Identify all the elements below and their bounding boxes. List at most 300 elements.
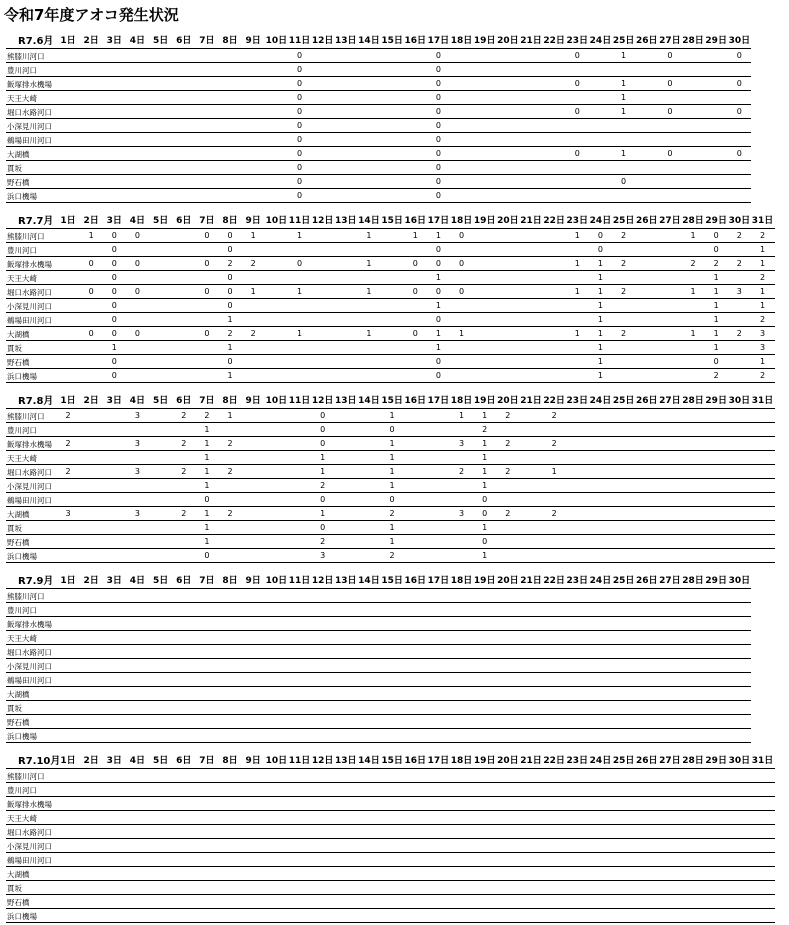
day-header: 12日 — [311, 576, 334, 586]
table-row — [0, 493, 789, 507]
table-row — [0, 687, 789, 701]
day-header: 5日 — [152, 756, 169, 766]
station-label: 貫坂 — [7, 704, 22, 713]
level-cell: 1 — [574, 287, 580, 296]
table-row — [0, 825, 789, 839]
day-header: 27日 — [659, 756, 681, 766]
station-label: 野石橋 — [7, 538, 30, 547]
station-label: 天王大崎 — [7, 274, 37, 283]
level-cell: 0 — [667, 149, 673, 158]
station-label: 飯塚排水機場 — [7, 440, 52, 449]
day-header: 11日 — [288, 576, 311, 586]
day-header: 20日 — [497, 756, 519, 766]
station-label: 小深見川河口 — [7, 122, 52, 131]
day-header: 15日 — [381, 396, 403, 406]
station-label: 天王大崎 — [7, 454, 37, 463]
day-header: 1日 — [60, 756, 76, 766]
day-header: 2日 — [83, 216, 99, 226]
level-cell: 2 — [621, 329, 627, 338]
level-cell: 0 — [296, 79, 303, 88]
day-header: 25日 — [612, 576, 635, 586]
station-label: 飯塚排水機場 — [7, 620, 52, 629]
level-cell: 0 — [412, 259, 418, 268]
level-cell: 1 — [435, 273, 441, 282]
station-label: 貫坂 — [7, 524, 22, 533]
day-header: 21日 — [520, 36, 542, 46]
station-label: 鵜場田川河口 — [7, 676, 52, 685]
day-header: 5日 — [152, 216, 169, 226]
level-cell: 1 — [389, 523, 395, 532]
level-cell: 0 — [597, 245, 603, 254]
level-cell: 0 — [412, 287, 418, 296]
level-cell: 1 — [227, 411, 233, 420]
station-label: 貫坂 — [7, 344, 22, 353]
level-cell: 0 — [296, 51, 303, 60]
month-header — [0, 750, 789, 768]
page-title: 令和7年度アオコ発生状況 — [4, 6, 179, 24]
level-cell: 0 — [111, 245, 117, 254]
day-header: 4日 — [129, 756, 146, 766]
day-header: 4日 — [129, 396, 146, 406]
day-header: 15日 — [381, 36, 403, 46]
level-cell: 1 — [204, 467, 210, 476]
level-cell: 1 — [88, 231, 94, 240]
day-header: 10日 — [265, 756, 288, 766]
level-cell: 0 — [389, 495, 395, 504]
level-cell: 2 — [320, 537, 326, 546]
day-header: 21日 — [520, 576, 542, 586]
level-cell: 0 — [88, 329, 94, 338]
table-row — [0, 147, 789, 161]
day-header: 29日 — [705, 576, 727, 586]
level-cell: 1 — [690, 329, 696, 338]
level-cell: 2 — [227, 509, 233, 518]
level-cell: 0 — [621, 177, 627, 186]
level-cell: 1 — [320, 453, 326, 462]
level-cell: 0 — [574, 51, 580, 60]
table-row — [0, 341, 789, 355]
level-cell: 0 — [204, 329, 210, 338]
day-header: 20日 — [497, 576, 519, 586]
level-cell: 1 — [713, 329, 719, 338]
day-header: 1日 — [60, 216, 76, 226]
day-header: 8日 — [222, 396, 238, 406]
table-row — [0, 285, 789, 299]
level-cell: 1 — [435, 343, 441, 352]
day-header: 30日 — [728, 756, 751, 766]
day-header: 24日 — [589, 576, 612, 586]
level-cell: 0 — [134, 329, 140, 338]
table-row — [0, 105, 789, 119]
level-cell: 1 — [435, 231, 441, 240]
day-header: 28日 — [682, 756, 704, 766]
station-label: 熊膝川河口 — [7, 52, 45, 61]
level-cell: 0 — [296, 135, 303, 144]
level-cell: 1 — [204, 509, 210, 518]
day-header: 10日 — [265, 576, 288, 586]
day-header: 27日 — [659, 396, 681, 406]
day-header: 18日 — [450, 396, 473, 406]
day-header: 17日 — [427, 216, 450, 226]
day-header: 17日 — [427, 756, 450, 766]
level-cell: 2 — [505, 467, 511, 476]
day-header: 31日 — [751, 396, 774, 406]
level-cell: 0 — [296, 149, 303, 158]
level-cell: 1 — [597, 371, 603, 380]
level-cell: 0 — [204, 495, 210, 504]
day-header: 27日 — [659, 216, 681, 226]
level-cell: 0 — [134, 231, 140, 240]
day-header: 22日 — [543, 756, 565, 766]
station-label: 堀口水路河口 — [7, 828, 52, 837]
level-cell: 0 — [204, 259, 210, 268]
station-label: 大湖橋 — [7, 690, 30, 699]
level-cell: 1 — [320, 467, 326, 476]
day-header: 23日 — [566, 576, 589, 586]
month-header — [0, 390, 789, 408]
month-header — [0, 570, 789, 588]
day-header: 12日 — [311, 216, 334, 226]
level-cell: 0 — [736, 79, 742, 88]
level-cell: 1 — [459, 411, 465, 420]
table-row — [0, 49, 789, 63]
level-cell: 0 — [667, 79, 673, 88]
day-header: 23日 — [566, 216, 589, 226]
day-header: 27日 — [659, 576, 681, 586]
level-cell: 0 — [412, 329, 418, 338]
level-cell: 1 — [482, 523, 488, 532]
level-cell: 0 — [111, 315, 117, 324]
table-row — [0, 867, 789, 881]
level-cell: 0 — [435, 65, 441, 74]
level-cell: 1 — [482, 551, 488, 560]
day-header: 30日 — [728, 576, 751, 586]
day-header: 10日 — [265, 36, 288, 46]
table-row — [0, 451, 789, 465]
level-cell: 3 — [134, 509, 140, 518]
day-header: 23日 — [566, 396, 589, 406]
day-header: 24日 — [589, 396, 612, 406]
level-cell: 0 — [574, 107, 580, 116]
day-header: 14日 — [358, 36, 380, 46]
table-row — [0, 549, 789, 563]
table-row — [0, 91, 789, 105]
day-header: 13日 — [335, 396, 357, 406]
level-cell: 1 — [366, 287, 372, 296]
level-cell: 1 — [713, 287, 719, 296]
level-cell: 2 — [505, 411, 511, 420]
level-cell: 2 — [759, 315, 766, 324]
table-row — [0, 673, 789, 687]
day-header: 6日 — [176, 756, 192, 766]
day-header: 8日 — [222, 756, 238, 766]
table-row — [0, 881, 789, 895]
day-header: 11日 — [288, 756, 311, 766]
day-header: 14日 — [358, 396, 380, 406]
level-cell: 2 — [250, 259, 256, 268]
station-label: 飯塚排水機場 — [7, 80, 52, 89]
level-cell: 0 — [111, 259, 117, 268]
station-label: 小深見川河口 — [7, 842, 52, 851]
level-cell: 0 — [435, 79, 441, 88]
level-cell: 0 — [296, 121, 303, 130]
level-cell: 1 — [597, 259, 603, 268]
level-cell: 0 — [435, 287, 441, 296]
level-cell: 1 — [227, 343, 233, 352]
level-cell: 2 — [181, 439, 187, 448]
day-header: 4日 — [129, 576, 146, 586]
day-header: 23日 — [566, 36, 589, 46]
day-header: 9日 — [245, 36, 261, 46]
station-label: 野石橋 — [7, 358, 30, 367]
level-cell: 3 — [459, 439, 465, 448]
level-cell: 0 — [204, 231, 210, 240]
level-cell: 2 — [65, 411, 71, 420]
level-cell: 1 — [204, 425, 210, 434]
level-cell: 2 — [181, 411, 187, 420]
day-header: 9日 — [245, 216, 261, 226]
level-cell: 1 — [621, 107, 627, 116]
day-header: 16日 — [404, 756, 427, 766]
day-header: 19日 — [473, 576, 496, 586]
table-row — [0, 409, 789, 423]
level-cell: 0 — [435, 149, 441, 158]
day-header: 2日 — [83, 36, 99, 46]
level-cell: 0 — [435, 191, 441, 200]
day-header: 8日 — [222, 576, 238, 586]
day-header: 2日 — [83, 756, 99, 766]
station-label: 小深見川河口 — [7, 662, 52, 671]
level-cell: 2 — [736, 259, 742, 268]
level-cell: 0 — [227, 357, 233, 366]
day-header: 25日 — [612, 36, 635, 46]
table-row — [0, 769, 789, 783]
table-row — [0, 119, 789, 133]
level-cell: 1 — [204, 481, 210, 490]
level-cell: 1 — [713, 315, 719, 324]
station-label: 堀口水路河口 — [7, 288, 52, 297]
day-header: 4日 — [129, 216, 146, 226]
day-header: 29日 — [705, 216, 727, 226]
level-cell: 0 — [459, 259, 465, 268]
table-row — [0, 521, 789, 535]
day-header: 15日 — [381, 576, 403, 586]
level-cell: 1 — [204, 453, 210, 462]
level-cell: 1 — [435, 301, 441, 310]
level-cell: 1 — [366, 329, 372, 338]
level-cell: 2 — [759, 231, 766, 240]
table-row — [0, 631, 789, 645]
day-header: 21日 — [520, 756, 542, 766]
station-label: 小深見川河口 — [7, 482, 52, 491]
station-label: 貫坂 — [7, 164, 22, 173]
day-header: 14日 — [358, 756, 380, 766]
level-cell: 1 — [366, 259, 372, 268]
station-label: 堀口水路河口 — [7, 648, 52, 657]
level-cell: 1 — [435, 329, 441, 338]
level-cell: 1 — [597, 287, 603, 296]
level-cell: 1 — [713, 301, 719, 310]
level-cell: 2 — [713, 259, 719, 268]
level-cell: 0 — [435, 177, 441, 186]
level-cell: 0 — [435, 107, 441, 116]
day-header: 18日 — [450, 36, 473, 46]
table-row — [0, 257, 789, 271]
day-header: 30日 — [728, 216, 751, 226]
day-header: 28日 — [682, 216, 704, 226]
day-header: 22日 — [543, 216, 565, 226]
table-row — [0, 175, 789, 189]
level-cell: 0 — [667, 107, 673, 116]
day-header: 14日 — [358, 576, 380, 586]
day-header: 6日 — [176, 576, 192, 586]
level-cell: 1 — [389, 411, 395, 420]
level-cell: 0 — [296, 191, 303, 200]
station-label: 熊膝川河口 — [7, 592, 45, 601]
level-cell: 2 — [621, 287, 627, 296]
level-cell: 1 — [597, 343, 603, 352]
level-cell: 0 — [111, 287, 117, 296]
day-header: 18日 — [450, 216, 473, 226]
level-cell: 1 — [482, 411, 488, 420]
station-label: 天王大崎 — [7, 814, 37, 823]
table-row — [0, 369, 789, 383]
station-label: 小深見川河口 — [7, 302, 52, 311]
table-row — [0, 797, 789, 811]
level-cell: 0 — [111, 301, 117, 310]
level-cell: 3 — [65, 509, 71, 518]
level-cell: 1 — [296, 231, 303, 240]
level-cell: 0 — [227, 287, 233, 296]
table-row — [0, 313, 789, 327]
level-cell: 0 — [435, 259, 441, 268]
level-cell: 1 — [204, 523, 210, 532]
day-header: 21日 — [520, 396, 542, 406]
day-header: 6日 — [176, 36, 192, 46]
level-cell: 2 — [505, 439, 511, 448]
level-cell: 0 — [320, 523, 326, 532]
day-header: 11日 — [288, 396, 311, 406]
level-cell: 2 — [459, 467, 465, 476]
level-cell: 0 — [88, 259, 94, 268]
level-cell: 1 — [759, 259, 766, 268]
level-cell: 0 — [482, 537, 488, 546]
day-header: 6日 — [176, 396, 192, 406]
table-row — [0, 479, 789, 493]
level-cell: 0 — [204, 287, 210, 296]
day-header: 13日 — [335, 216, 357, 226]
level-cell: 2 — [65, 467, 71, 476]
level-cell: 1 — [389, 481, 395, 490]
level-cell: 0 — [320, 411, 326, 420]
level-cell: 0 — [134, 287, 140, 296]
day-header: 22日 — [543, 36, 565, 46]
station-label: 鵜場田川河口 — [7, 316, 52, 325]
table-row — [0, 729, 789, 743]
level-cell: 0 — [435, 121, 441, 130]
level-cell: 1 — [621, 149, 627, 158]
level-cell: 3 — [736, 287, 742, 296]
table-row — [0, 243, 789, 257]
day-header: 5日 — [152, 36, 169, 46]
table-row — [0, 437, 789, 451]
day-header: 24日 — [589, 756, 612, 766]
level-cell: 3 — [759, 329, 766, 338]
day-header: 2日 — [83, 576, 99, 586]
level-cell: 0 — [435, 135, 441, 144]
month-label: R7.6月 — [18, 36, 54, 47]
day-header: 7日 — [199, 216, 215, 226]
level-cell: 0 — [134, 259, 140, 268]
day-header: 6日 — [176, 216, 192, 226]
station-label: 浜口機場 — [7, 912, 37, 921]
station-label: 浜口機場 — [7, 732, 37, 741]
level-cell: 0 — [459, 231, 465, 240]
level-cell: 2 — [389, 551, 395, 560]
day-header: 11日 — [288, 216, 311, 226]
level-cell: 2 — [482, 425, 488, 434]
month-label: R7.10月 — [18, 756, 61, 767]
level-cell: 3 — [134, 411, 140, 420]
level-cell: 2 — [227, 329, 233, 338]
day-header: 2日 — [83, 396, 99, 406]
station-label: 堀口水路河口 — [7, 108, 52, 117]
level-cell: 1 — [597, 273, 603, 282]
level-cell: 0 — [597, 231, 603, 240]
day-header: 18日 — [450, 756, 473, 766]
level-cell: 1 — [713, 343, 719, 352]
station-label: 大湖橋 — [7, 150, 30, 159]
table-row — [0, 839, 789, 853]
day-header: 16日 — [404, 396, 427, 406]
level-cell: 2 — [227, 439, 233, 448]
level-cell: 1 — [459, 329, 465, 338]
level-cell: 2 — [227, 467, 233, 476]
month-header — [0, 210, 789, 228]
table-row — [0, 299, 789, 313]
level-cell: 1 — [713, 273, 719, 282]
table-row — [0, 603, 789, 617]
level-cell: 0 — [227, 231, 233, 240]
day-header: 3日 — [106, 576, 122, 586]
level-cell: 0 — [320, 495, 326, 504]
level-cell: 0 — [435, 93, 441, 102]
level-cell: 2 — [505, 509, 511, 518]
day-header: 19日 — [473, 396, 496, 406]
table-row — [0, 189, 789, 203]
day-header: 3日 — [106, 756, 122, 766]
level-cell: 0 — [459, 287, 465, 296]
station-label: 貫坂 — [7, 884, 22, 893]
level-cell: 1 — [389, 453, 395, 462]
station-label: 野石橋 — [7, 178, 30, 187]
day-header: 16日 — [404, 216, 427, 226]
day-header: 1日 — [60, 36, 76, 46]
day-header: 7日 — [199, 756, 215, 766]
day-header: 5日 — [152, 576, 169, 586]
level-cell: 0 — [435, 245, 441, 254]
station-label: 豊川河口 — [7, 426, 37, 435]
level-cell: 1 — [482, 467, 488, 476]
table-row — [0, 355, 789, 369]
day-header: 25日 — [612, 396, 635, 406]
station-label: 鵜場田川河口 — [7, 856, 52, 865]
level-cell: 1 — [204, 537, 210, 546]
day-header: 3日 — [106, 396, 122, 406]
day-header: 25日 — [612, 756, 635, 766]
day-header: 29日 — [705, 756, 727, 766]
day-header: 23日 — [566, 756, 589, 766]
